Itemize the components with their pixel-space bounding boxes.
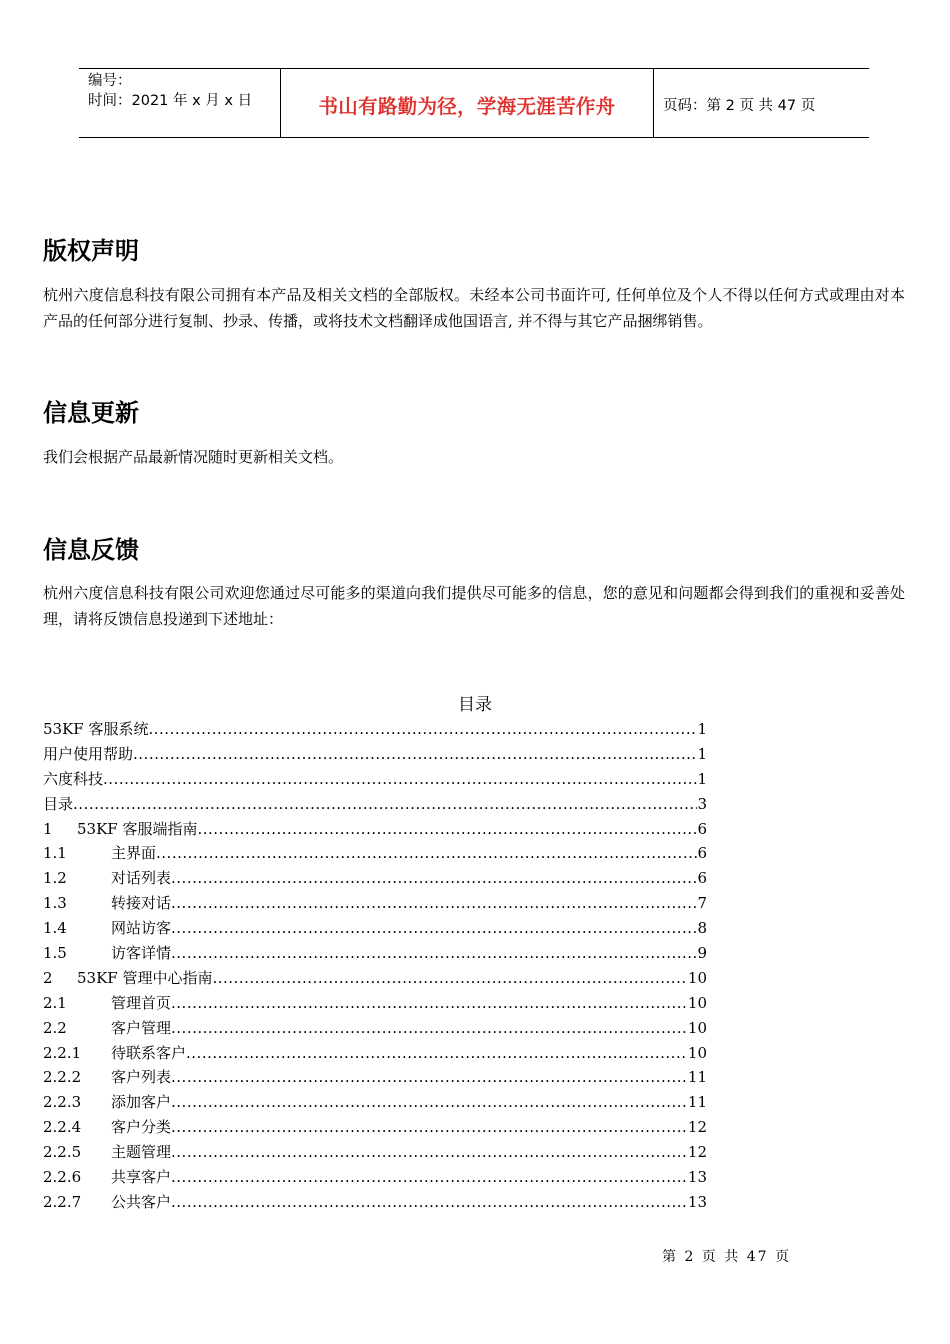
toc-entry-title: 网站访客 (111, 919, 172, 938)
toc-leader-dots (171, 1140, 688, 1165)
toc-entry-number: 2.2.1 (43, 1043, 82, 1062)
toc-entry[interactable] (43, 817, 707, 842)
table-of-contents (43, 717, 707, 1215)
toc-entry-title: 客户列表 (111, 1068, 172, 1087)
toc-entry-page: 10 (687, 968, 707, 987)
toc-entry[interactable] (43, 916, 707, 941)
toc-entry[interactable] (43, 1190, 707, 1215)
toc-entry[interactable] (43, 1140, 707, 1165)
toc-leader-dots (148, 717, 697, 742)
toc-entry[interactable] (43, 1016, 707, 1041)
toc-entry-title: 对话列表 (111, 869, 172, 888)
toc-entry-number: 1.4 (43, 919, 67, 938)
toc-entry-page: 6 (697, 844, 707, 863)
toc-entry-number: 2.2.2 (43, 1068, 82, 1087)
toc-entry-page: 6 (697, 819, 707, 838)
toc-leader-dots (156, 841, 697, 866)
toc-entry-page: 12 (687, 1143, 707, 1162)
toc-entry-page: 1 (697, 744, 707, 763)
update-body: 我们会根据产品最新情况随时更新相关文档。 (43, 448, 344, 466)
toc-entry-page: 12 (687, 1118, 707, 1137)
header-motto: 书山有路勤为径，学海无涯苦作舟 (318, 95, 616, 118)
toc-entry-title: 六度科技 (43, 769, 104, 788)
feedback-body: 杭州六度信息科技有限公司欢迎您通过尽可能多的渠道向我们提供尽可能多的信息，您的意见和问题都会得到我们的重视和妥善处理，请将反馈信息投递到下述地址： (43, 584, 905, 628)
toc-entry-number: 2.1 (43, 993, 67, 1012)
toc-entry[interactable] (43, 792, 707, 817)
toc-leader-dots (212, 966, 687, 991)
toc-entry[interactable] (43, 1165, 707, 1190)
toc-entry[interactable] (43, 841, 707, 866)
toc-entry-number: 2.2.4 (43, 1118, 82, 1137)
toc-entry-title: 53KF 客服端指南 (77, 819, 198, 838)
toc-entry-number: 2.2 (43, 1018, 67, 1037)
header-divider (653, 69, 654, 137)
copyright-heading: 版权声明 (43, 237, 139, 265)
toc-entry-title: 主题管理 (111, 1143, 172, 1162)
toc-leader-dots (197, 817, 697, 842)
toc-entry-title: 目录 (43, 794, 74, 813)
toc-entry-page: 1 (697, 720, 707, 738)
toc-leader-dots (171, 1165, 688, 1190)
toc-entry-page: 13 (687, 1168, 707, 1187)
header-number: 编号： (88, 73, 132, 89)
toc-entry-page: 10 (687, 1043, 707, 1062)
update-heading: 信息更新 (43, 399, 139, 427)
toc-entry-title: 53KF 管理中心指南 (77, 968, 213, 987)
toc-entry-title: 待联系客户 (111, 1043, 187, 1062)
toc-entry-number: 2.2.3 (43, 1093, 82, 1112)
toc-entry[interactable] (43, 966, 707, 991)
toc-leader-dots (171, 1115, 688, 1140)
toc-leader-dots (171, 891, 697, 916)
toc-entry[interactable] (43, 991, 707, 1016)
toc-entry-title: 客户管理 (111, 1018, 172, 1037)
toc-entry-number: 1.2 (43, 869, 67, 888)
toc-leader-dots (171, 991, 688, 1016)
toc-entry-number: 1 (43, 819, 53, 838)
toc-entry-title: 访客详情 (111, 944, 172, 963)
toc-entry[interactable] (43, 1090, 707, 1115)
toc-entry-number: 1.3 (43, 894, 67, 913)
toc-entry[interactable] (43, 742, 707, 767)
toc-entry-number: 1.1 (43, 844, 67, 863)
toc-entry-title: 53KF 客服系统 (43, 720, 149, 738)
toc-entry-page: 1 (697, 769, 707, 788)
toc-entry-page: 11 (687, 1093, 707, 1112)
page-footer: 第 2 页 共 47 页 (662, 1249, 791, 1265)
toc-entry-page: 7 (697, 894, 707, 913)
toc-leader-dots (171, 1065, 688, 1090)
toc-entry-page: 9 (697, 944, 707, 963)
toc-entry[interactable] (43, 717, 707, 742)
toc-entry-title: 客户分类 (111, 1118, 172, 1137)
toc-entry-page: 13 (687, 1192, 707, 1211)
copyright-body: 杭州六度信息科技有限公司拥有本产品及相关文档的全部版权。未经本公司书面许可, 任何单位及个人不得以任何方式或理由对本产品的任何部分进行复制、抄录、传播，或将技术文档翻译成他国语言, 并不得与其它产品捆绑销售。 (43, 286, 905, 330)
toc-entry-page: 3 (697, 794, 707, 813)
toc-entry-title: 公共客户 (111, 1192, 172, 1211)
toc-leader-dots (171, 941, 697, 966)
toc-entry-page: 10 (687, 993, 707, 1012)
toc-entry[interactable] (43, 866, 707, 891)
toc-entry-title: 主界面 (111, 844, 157, 863)
toc-entry-number: 2.2.6 (43, 1168, 82, 1187)
header-page-number: 页码：第 2 页 共 47 页 (663, 98, 816, 114)
toc-entry-number: 1.5 (43, 944, 67, 963)
toc-entry-page: 6 (697, 869, 707, 888)
header-date: 时间：2021 年 x 月 x 日 (88, 93, 253, 109)
toc-entry[interactable] (43, 941, 707, 966)
toc-entry-title: 管理首页 (111, 993, 172, 1012)
toc-entry-title: 用户使用帮助 (43, 744, 134, 763)
toc-leader-dots (103, 767, 697, 792)
toc-leader-dots (171, 866, 697, 891)
toc-leader-dots (186, 1041, 688, 1066)
toc-entry[interactable] (43, 767, 707, 792)
toc-leader-dots (171, 916, 697, 941)
toc-entry-page: 10 (687, 1018, 707, 1037)
toc-leader-dots (171, 1190, 688, 1215)
toc-leader-dots (133, 742, 697, 767)
toc-entry-number: 2.2.7 (43, 1192, 82, 1211)
toc-entry-number: 2.2.5 (43, 1143, 82, 1162)
toc-entry-page: 8 (697, 919, 707, 938)
toc-leader-dots (171, 1016, 688, 1041)
toc-entry-title: 共享客户 (111, 1168, 172, 1187)
toc-entry[interactable] (43, 1041, 707, 1066)
toc-leader-dots (171, 1090, 688, 1115)
toc-entry[interactable] (43, 1115, 707, 1140)
toc-leader-dots (73, 792, 697, 817)
toc-entry[interactable] (43, 1065, 707, 1090)
toc-title: 目录 (458, 695, 492, 715)
feedback-heading: 信息反馈 (43, 536, 139, 564)
toc-entry-title: 转接对话 (111, 894, 172, 913)
toc-entry-title: 添加客户 (111, 1093, 172, 1112)
toc-entry-number: 2 (43, 968, 53, 987)
header-info (88, 71, 252, 111)
toc-entry[interactable] (43, 891, 707, 916)
toc-entry-page: 11 (687, 1068, 707, 1087)
page-header (79, 68, 869, 138)
